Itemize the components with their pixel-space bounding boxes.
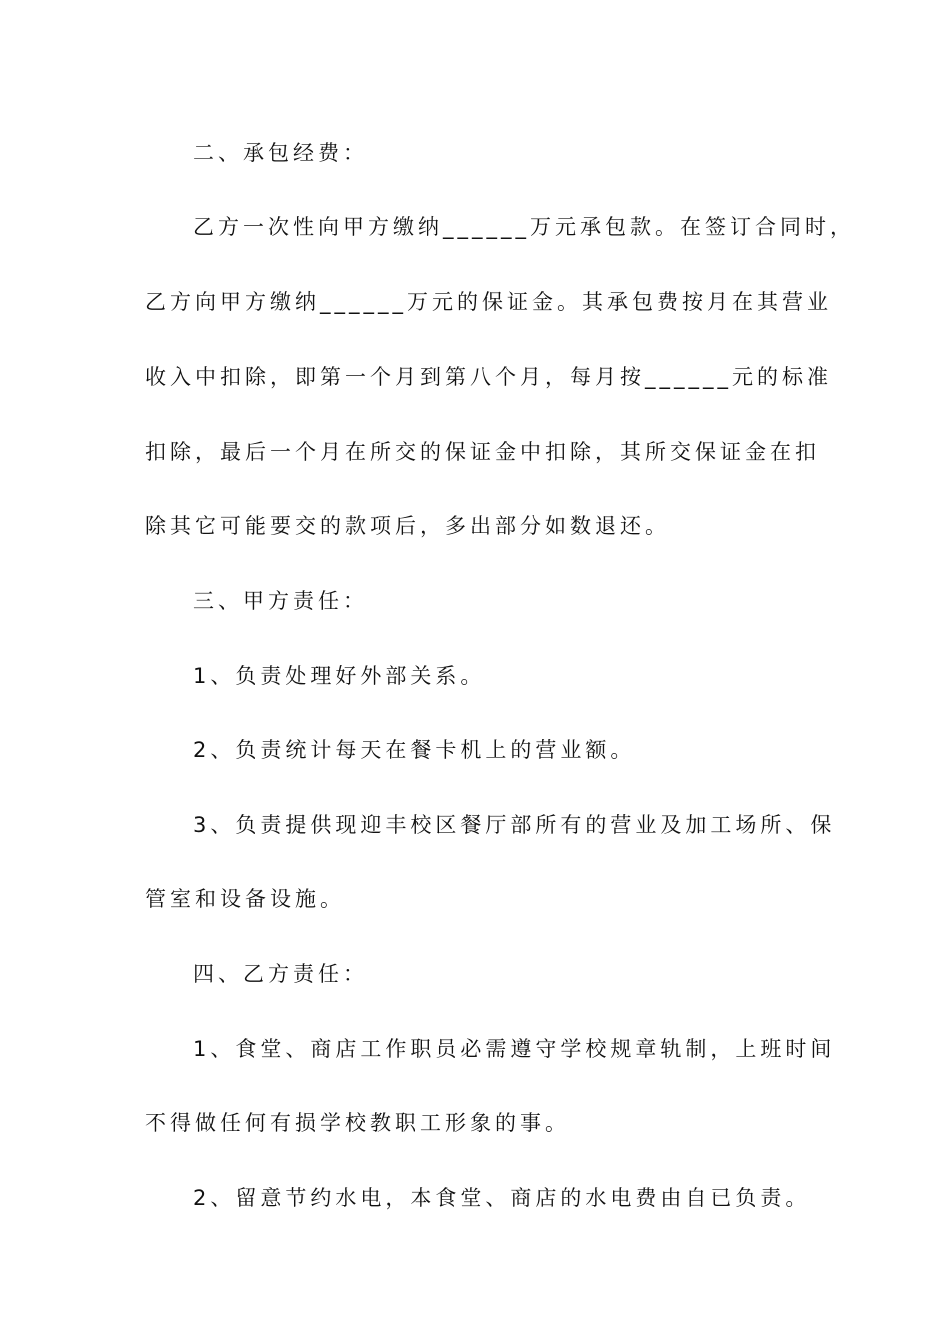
list-item: 1、负责处理好外部关系。 [193, 664, 486, 688]
paragraph-line: 收入中扣除，即第一个月到第八个月，每月按______元的标准 [145, 365, 832, 389]
paragraph-line: 不得做任何有损学校教职工形象的事。 [145, 1111, 570, 1135]
section-heading-party-b: 四、乙方责任： [193, 962, 368, 986]
paragraph-line: 管室和设备设施。 [145, 887, 345, 911]
list-item: 2、负责统计每天在餐卡机上的营业额。 [193, 738, 636, 762]
list-item: 1、食堂、商店工作职员必需遵守学校规章轨制，上班时间 [193, 1037, 836, 1061]
section-heading-contract-fee: 二、承包经费： [193, 141, 368, 165]
paragraph-line: 扣除，最后一个月在所交的保证金中扣除，其所交保证金在扣 [145, 440, 820, 464]
paragraph-line: 乙方一次性向甲方缴纳______万元承包款。在签订合同时， [193, 215, 855, 239]
paragraph-line: 乙方向甲方缴纳______万元的保证金。其承包费按月在其营业 [145, 290, 832, 314]
list-item: 2、留意节约水电，本食堂、商店的水电费由自已负责。 [193, 1186, 811, 1210]
section-heading-party-a: 三、甲方责任： [193, 589, 368, 613]
paragraph-line: 除其它可能要交的款项后，多出部分如数退还。 [145, 514, 670, 538]
list-item: 3、负责提供现迎丰校区餐厅部所有的营业及加工场所、保 [193, 813, 836, 837]
